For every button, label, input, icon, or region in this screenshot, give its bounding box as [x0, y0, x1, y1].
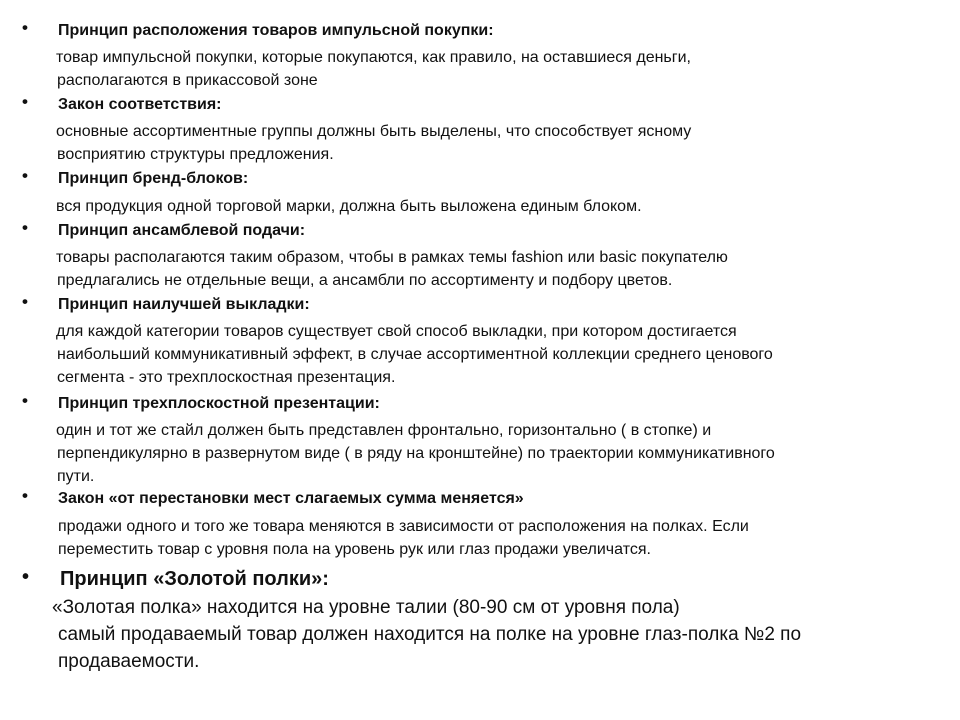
item-6-line-3: пути. [57, 468, 95, 485]
item-5-heading: Принцип наилучшей выкладки: [58, 296, 310, 313]
item-7-line-2: переместить товар с уровня пола на уровень рук или глаз продажи увеличатся. [58, 541, 651, 558]
item-7-line-1: продажи одного и того же товара меняются в зависимости от расположения на полках. Если [58, 518, 749, 535]
item-3-line-1: вся продукция одной торговой марки, должна быть выложена единым блоком. [56, 198, 642, 215]
item-5-text [56, 320, 773, 389]
item-4-line-1: товары располагаются таким образом, чтобы в рамках темы fashion или basic покупателю [56, 249, 728, 266]
bullet-1: • [22, 18, 28, 37]
bullet-2: • [22, 92, 28, 111]
item-7-heading: Закон «от перестановки мест слагаемых сумма меняется» [58, 490, 524, 507]
bullet-5: • [22, 292, 28, 311]
item-6-line-2: перпендикулярно в развернутом виде ( в ряду на кронштейне) по траектории коммуникативного [57, 445, 775, 462]
item-4-heading: Принцип ансамблевой подачи: [58, 222, 306, 239]
item-1-heading: Принцип расположения товаров импульсной покупки: [58, 22, 494, 39]
item-3-heading: Принцип бренд-блоков: [58, 170, 249, 187]
item-5-line-3: сегмента - это трехплоскостная презентация. [57, 369, 396, 386]
item-4-line-2: предлагались не отдельные вещи, а ансамбли по ассортименту и подбору цветов. [57, 272, 673, 289]
item-5-line-2: наибольший коммуникативный эффект, в случае ассортиментной коллекции среднего ценового [57, 346, 773, 363]
bullet-3: • [22, 166, 28, 185]
item-2-line-1: основные ассортиментные группы должны быть выделены, что способствует ясному [56, 123, 692, 140]
item-8-heading: Принцип «Золотой полки»: [60, 568, 329, 590]
bullet-7: • [22, 486, 28, 505]
item-6-heading: Принцип трехплоскостной презентации: [58, 395, 380, 412]
bullet-4: • [22, 218, 28, 237]
item-3-text [56, 195, 642, 218]
item-8-line-1: «Золотая полка» находится на уровне талии (80-90 см от уровня пола) [52, 597, 680, 618]
item-6-text [56, 419, 775, 488]
item-5-line-1: для каждой категории товаров существует свой способ выкладки, при котором достигается [56, 323, 737, 340]
item-8-text [52, 594, 801, 675]
item-2-line-2: восприятию структуры предложения. [57, 146, 334, 163]
item-2-text [56, 120, 691, 166]
item-8-line-2: самый продаваемый товар должен находится на полке на уровне глаз-полка №2 по [58, 624, 802, 645]
item-6-line-1: один и тот же стайл должен быть представлен фронтально, горизонтально ( в стопке) и [56, 422, 712, 439]
item-4-text [56, 246, 728, 292]
bullet-6: • [22, 391, 28, 410]
item-2-heading: Закон соответствия: [58, 96, 222, 113]
bullet-8: • [22, 566, 30, 588]
item-8-line-3: продаваемости. [58, 651, 200, 672]
item-1-line-2: располагаются в прикассовой зоне [57, 72, 318, 89]
item-1-line-1: товар импульсной покупки, которые покупаются, как правило, на оставшиеся деньги, [56, 49, 691, 66]
item-1-text [56, 46, 691, 92]
item-7-text [58, 515, 749, 561]
